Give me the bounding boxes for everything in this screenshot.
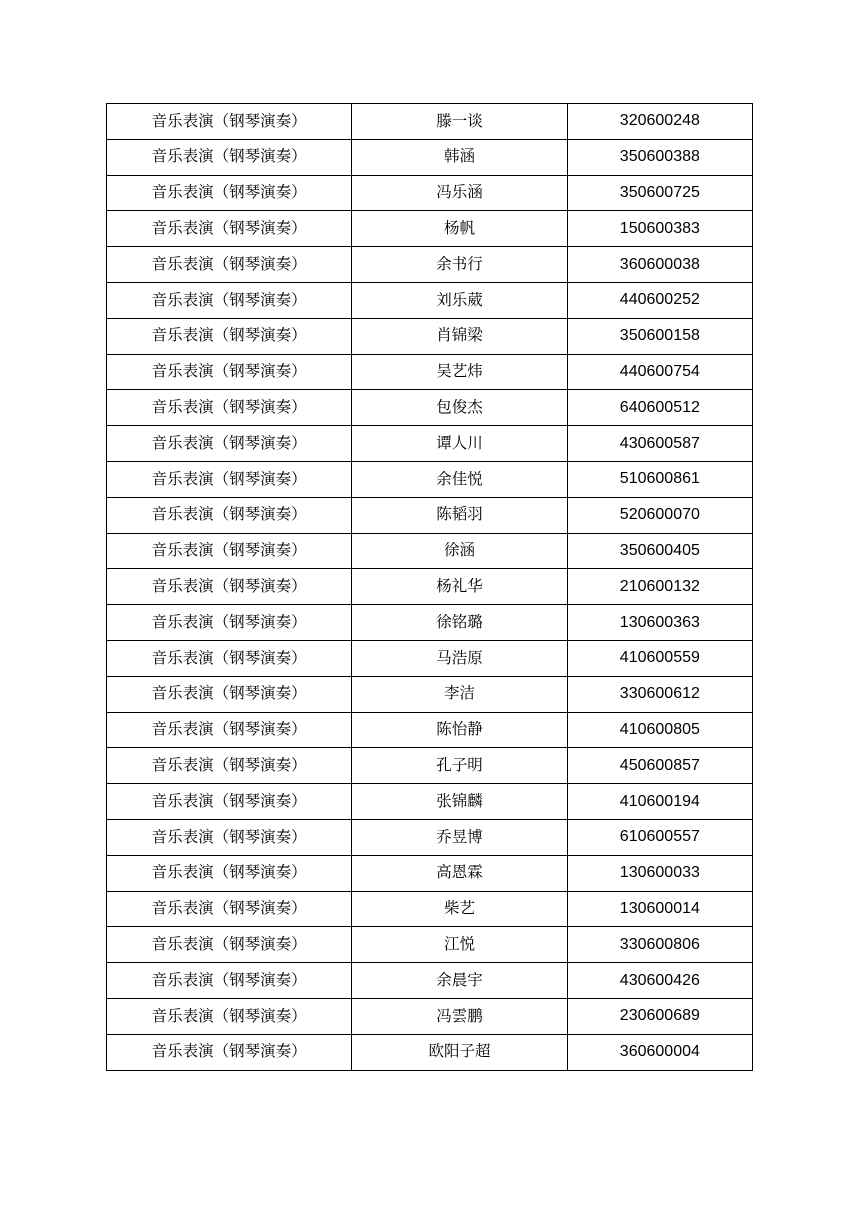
student-name-cell: 吴艺炜 [352,354,567,390]
major-cell: 音乐表演（钢琴演奏） [107,104,352,140]
student-name-cell: 李洁 [352,676,567,712]
major-cell: 音乐表演（钢琴演奏） [107,354,352,390]
major-cell: 音乐表演（钢琴演奏） [107,927,352,963]
roster-table-body [107,104,753,1071]
table-row [107,748,753,784]
table-row [107,175,753,211]
table-row [107,390,753,426]
student-name-cell: 余佳悦 [352,461,567,497]
exam-number-cell: 150600383 [567,211,752,247]
major-cell: 音乐表演（钢琴演奏） [107,533,352,569]
student-name-cell: 张锦麟 [352,784,567,820]
table-row [107,855,753,891]
table-row [107,139,753,175]
table-row [107,891,753,927]
major-cell: 音乐表演（钢琴演奏） [107,712,352,748]
exam-number-cell: 610600557 [567,819,752,855]
exam-number-cell: 510600861 [567,461,752,497]
table-row [107,247,753,283]
student-name-cell: 杨礼华 [352,569,567,605]
table-row [107,318,753,354]
student-name-cell: 余书行 [352,247,567,283]
student-name-cell: 刘乐葳 [352,282,567,318]
student-name-cell: 陈怡静 [352,712,567,748]
table-row [107,640,753,676]
student-name-cell: 柴艺 [352,891,567,927]
roster-table [106,103,753,1071]
exam-number-cell: 210600132 [567,569,752,605]
student-name-cell: 孔子明 [352,748,567,784]
exam-number-cell: 360600038 [567,247,752,283]
major-cell: 音乐表演（钢琴演奏） [107,676,352,712]
table-row [107,426,753,462]
table-row [107,998,753,1034]
exam-number-cell: 320600248 [567,104,752,140]
exam-number-cell: 410600559 [567,640,752,676]
student-name-cell: 韩涵 [352,139,567,175]
exam-number-cell: 520600070 [567,497,752,533]
table-row [107,676,753,712]
student-name-cell: 江悦 [352,927,567,963]
exam-number-cell: 410600805 [567,712,752,748]
table-row [107,211,753,247]
exam-number-cell: 360600004 [567,1034,752,1070]
student-name-cell: 谭人川 [352,426,567,462]
major-cell: 音乐表演（钢琴演奏） [107,390,352,426]
student-name-cell: 乔昱博 [352,819,567,855]
major-cell: 音乐表演（钢琴演奏） [107,605,352,641]
major-cell: 音乐表演（钢琴演奏） [107,855,352,891]
major-cell: 音乐表演（钢琴演奏） [107,784,352,820]
student-name-cell: 冯雲鹏 [352,998,567,1034]
table-row [107,963,753,999]
table-row [107,819,753,855]
exam-number-cell: 330600806 [567,927,752,963]
table-row [107,354,753,390]
exam-number-cell: 350600158 [567,318,752,354]
student-name-cell: 徐铭璐 [352,605,567,641]
exam-number-cell: 640600512 [567,390,752,426]
exam-number-cell: 330600612 [567,676,752,712]
student-name-cell: 欧阳子超 [352,1034,567,1070]
student-name-cell: 滕一谈 [352,104,567,140]
major-cell: 音乐表演（钢琴演奏） [107,175,352,211]
exam-number-cell: 230600689 [567,998,752,1034]
table-row [107,569,753,605]
student-name-cell: 高恩霖 [352,855,567,891]
student-name-cell: 陈韬羽 [352,497,567,533]
student-name-cell: 徐涵 [352,533,567,569]
student-name-cell: 杨帆 [352,211,567,247]
table-row [107,282,753,318]
student-name-cell: 马浩原 [352,640,567,676]
major-cell: 音乐表演（钢琴演奏） [107,461,352,497]
major-cell: 音乐表演（钢琴演奏） [107,748,352,784]
exam-number-cell: 410600194 [567,784,752,820]
major-cell: 音乐表演（钢琴演奏） [107,819,352,855]
major-cell: 音乐表演（钢琴演奏） [107,247,352,283]
major-cell: 音乐表演（钢琴演奏） [107,318,352,354]
table-row [107,927,753,963]
table-row [107,784,753,820]
major-cell: 音乐表演（钢琴演奏） [107,426,352,462]
major-cell: 音乐表演（钢琴演奏） [107,640,352,676]
student-name-cell: 肖锦梁 [352,318,567,354]
table-row [107,497,753,533]
table-row [107,104,753,140]
major-cell: 音乐表演（钢琴演奏） [107,1034,352,1070]
student-name-cell: 冯乐涵 [352,175,567,211]
major-cell: 音乐表演（钢琴演奏） [107,569,352,605]
student-name-cell: 余晨宇 [352,963,567,999]
exam-number-cell: 130600033 [567,855,752,891]
exam-number-cell: 440600252 [567,282,752,318]
table-row [107,605,753,641]
exam-number-cell: 350600725 [567,175,752,211]
student-name-cell: 包俊杰 [352,390,567,426]
exam-number-cell: 450600857 [567,748,752,784]
major-cell: 音乐表演（钢琴演奏） [107,998,352,1034]
table-row [107,1034,753,1070]
major-cell: 音乐表演（钢琴演奏） [107,497,352,533]
major-cell: 音乐表演（钢琴演奏） [107,139,352,175]
major-cell: 音乐表演（钢琴演奏） [107,891,352,927]
exam-number-cell: 130600014 [567,891,752,927]
exam-number-cell: 430600587 [567,426,752,462]
major-cell: 音乐表演（钢琴演奏） [107,211,352,247]
table-row [107,712,753,748]
exam-number-cell: 350600388 [567,139,752,175]
exam-number-cell: 350600405 [567,533,752,569]
table-row [107,533,753,569]
major-cell: 音乐表演（钢琴演奏） [107,282,352,318]
table-row [107,461,753,497]
major-cell: 音乐表演（钢琴演奏） [107,963,352,999]
exam-number-cell: 130600363 [567,605,752,641]
exam-number-cell: 430600426 [567,963,752,999]
exam-number-cell: 440600754 [567,354,752,390]
